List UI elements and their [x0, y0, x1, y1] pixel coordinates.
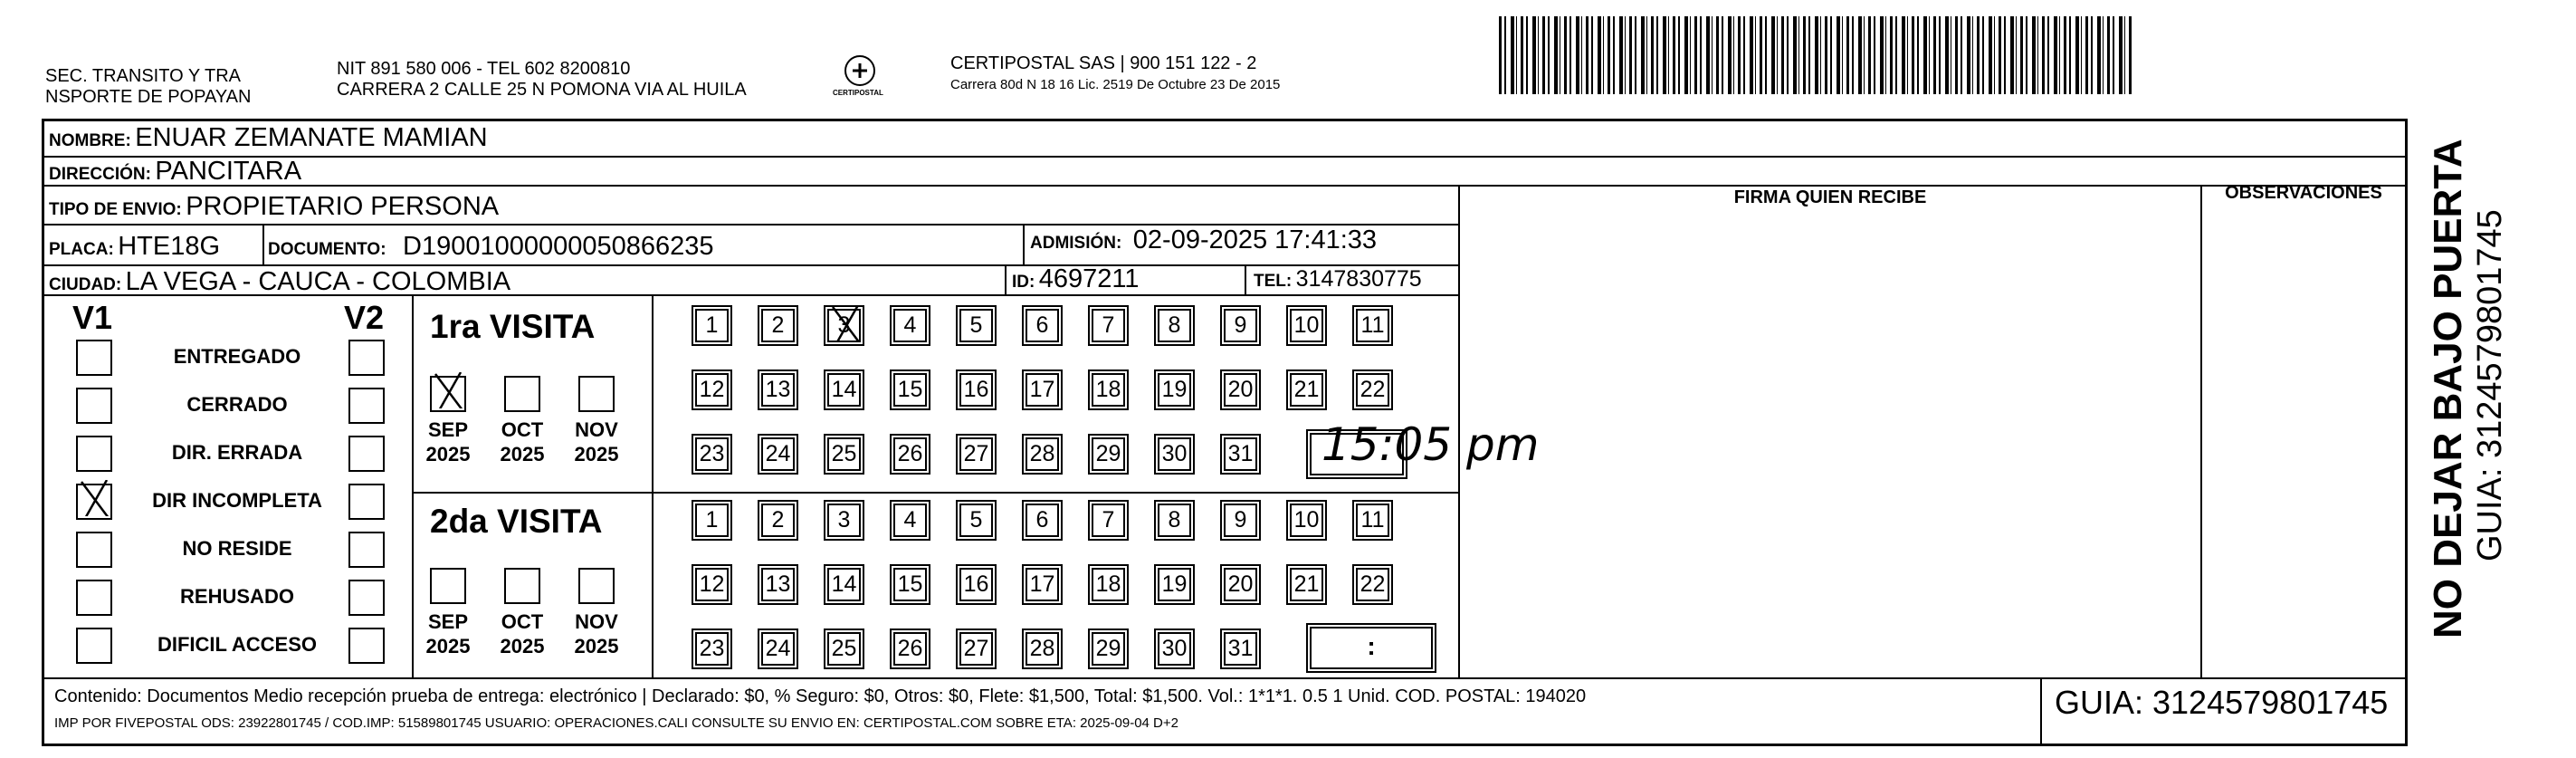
day-box[interactable]: 9: [1224, 504, 1257, 537]
day-box[interactable]: 30: [1158, 437, 1191, 471]
month-checkbox[interactable]: [504, 568, 540, 604]
tipo-envio-field: [49, 192, 499, 222]
documento-label: DOCUMENTO:: [268, 240, 386, 259]
day-box[interactable]: 6: [1026, 504, 1059, 537]
day-box[interactable]: 25: [827, 437, 861, 471]
day-box[interactable]: 21: [1290, 568, 1323, 601]
day-box[interactable]: 22: [1356, 568, 1389, 601]
certipostal-logo: CERTIPOSTAL: [833, 51, 887, 105]
day-box[interactable]: 16: [959, 373, 993, 407]
v1-checkbox[interactable]: [76, 340, 112, 376]
day-box[interactable]: 29: [1092, 632, 1125, 666]
month-label: NOV 2025: [574, 418, 619, 465]
company-info: [950, 53, 1280, 95]
day-box[interactable]: 17: [1026, 568, 1059, 601]
v1-header: V1: [72, 299, 113, 336]
day-box[interactable]: 11: [1356, 309, 1389, 342]
ciudad-field: [49, 267, 510, 297]
direccion-value: PANCITARA: [155, 157, 302, 186]
month-label: OCT 2025: [500, 418, 545, 465]
v2-header: V2: [344, 299, 385, 336]
ciudad-value: LA VEGA - CAUCA - COLOMBIA: [125, 267, 511, 296]
v2-checkbox[interactable]: [348, 484, 385, 520]
v2-checkbox[interactable]: [348, 388, 385, 424]
admision-field: [1030, 225, 1377, 255]
visit-1-time: 15:05 pm: [1321, 418, 1540, 471]
id-field: [1012, 264, 1140, 294]
tel-value: 3147830775: [1295, 266, 1422, 292]
day-box[interactable]: 11: [1356, 504, 1389, 537]
day-box[interactable]: 2: [761, 504, 795, 537]
v1-checkbox[interactable]: [76, 484, 112, 520]
day-box[interactable]: 8: [1158, 504, 1191, 537]
documento-value: D19001000000050866235: [403, 232, 714, 261]
day-box[interactable]: 31: [1224, 437, 1257, 471]
tipo-envio-label: TIPO DE ENVIO:: [49, 200, 182, 219]
day-box[interactable]: 17: [1026, 373, 1059, 407]
day-box[interactable]: 7: [1092, 504, 1125, 537]
status-option-label: DIR INCOMPLETA: [152, 489, 322, 512]
imp-text: IMP POR FIVEPOSTAL ODS: 23922801745 / COD.IMP: 51589801745 USUARIO: OPERACIONES.CALI CONSULTE SU ENVIO EN: CERTIPOSTAL.COM SOBRE ETA: 2025-09-04 D+2: [54, 715, 1178, 731]
month-label: SEP 2025: [425, 418, 471, 465]
day-box[interactable]: 7: [1092, 309, 1125, 342]
v2-checkbox[interactable]: [348, 340, 385, 376]
day-box[interactable]: 5: [959, 504, 993, 537]
day-box[interactable]: 15: [893, 568, 927, 601]
tel-label: TEL:: [1254, 272, 1293, 291]
day-box[interactable]: 19: [1158, 568, 1191, 601]
status-option-label: REHUSADO: [180, 585, 294, 608]
v1-checkbox[interactable]: [76, 580, 112, 616]
ciudad-label: CIUDAD:: [49, 275, 122, 294]
day-box[interactable]: 24: [761, 632, 795, 666]
month-label: SEP 2025: [425, 610, 471, 657]
v2-checkbox[interactable]: [348, 628, 385, 664]
visit-1-title: 1ra VISITA: [430, 308, 596, 345]
day-box[interactable]: 9: [1224, 309, 1257, 342]
day-box[interactable]: 6: [1026, 309, 1059, 342]
visit-2-time-box: :: [1310, 627, 1433, 669]
v2-checkbox[interactable]: [348, 580, 385, 616]
day-box[interactable]: 23: [695, 632, 729, 666]
v2-checkbox[interactable]: [348, 532, 385, 568]
admision-label: ADMISIÓN:: [1030, 234, 1122, 253]
sender-line-2: NSPORTE DE POPAYAN: [45, 87, 252, 107]
day-box[interactable]: 21: [1290, 373, 1323, 407]
v1-checkbox[interactable]: [76, 532, 112, 568]
day-box[interactable]: 1: [695, 504, 729, 537]
nombre-field: [49, 123, 488, 153]
day-box[interactable]: 4: [893, 309, 927, 342]
day-box[interactable]: 4: [893, 504, 927, 537]
day-box[interactable]: 16: [959, 568, 993, 601]
day-box[interactable]: 25: [827, 632, 861, 666]
day-box[interactable]: 20: [1224, 568, 1257, 601]
day-box[interactable]: 19: [1158, 373, 1191, 407]
day-box[interactable]: 27: [959, 437, 993, 471]
v1-checkbox[interactable]: [76, 388, 112, 424]
tipo-envio-value: PROPIETARIO PERSONA: [186, 192, 500, 221]
sender-name: [45, 66, 251, 108]
day-box[interactable]: 2: [761, 309, 795, 342]
day-box[interactable]: 13: [761, 568, 795, 601]
placa-value: HTE18G: [118, 232, 221, 261]
day-box[interactable]: 27: [959, 632, 993, 666]
no-dejar-text: NO DEJAR BAJO PUERTA: [2426, 139, 2470, 638]
visit-2-title: 2da VISITA: [430, 503, 603, 540]
admision-value: 02-09-2025 17:41:33: [1132, 225, 1378, 254]
nit-line: NIT 891 580 006 - TEL 602 8200810: [337, 59, 631, 79]
day-box[interactable]: 13: [761, 373, 795, 407]
month-label: NOV 2025: [574, 610, 619, 657]
month-checkbox[interactable]: [578, 568, 615, 604]
observaciones-header: OBSERVACIONES: [2225, 183, 2382, 203]
day-box[interactable]: 26: [893, 437, 927, 471]
month-label: OCT 2025: [500, 610, 545, 657]
barcode: [1499, 16, 2134, 94]
day-box[interactable]: 12: [695, 568, 729, 601]
day-box[interactable]: 8: [1158, 309, 1191, 342]
contenido-text: Contenido: Documentos Medio recepción prueba de entrega: electrónico | Declarado: $0, % Seguro: $0, Otros: $0, Flete: $1,500, Total: $1,500. Vol.: 1*1*1. 0.5 1 Unid. COD. POSTAL: 194020: [54, 686, 1587, 706]
documento-field: [268, 232, 714, 262]
day-box[interactable]: 14: [827, 373, 861, 407]
day-box[interactable]: 3: [827, 504, 861, 537]
day-box[interactable]: 26: [893, 632, 927, 666]
day-box[interactable]: 22: [1356, 373, 1389, 407]
day-box[interactable]: 24: [761, 437, 795, 471]
month-checkbox[interactable]: [430, 568, 466, 604]
v2-checkbox[interactable]: [348, 436, 385, 472]
address-line: CARRERA 2 CALLE 25 N POMONA VIA AL HUILA: [337, 80, 747, 100]
placa-field: [49, 232, 220, 262]
day-box[interactable]: 23: [695, 437, 729, 471]
day-box[interactable]: 20: [1224, 373, 1257, 407]
status-option-label: NO RESIDE: [182, 537, 292, 560]
day-box[interactable]: 28: [1026, 437, 1059, 471]
day-box[interactable]: 28: [1026, 632, 1059, 666]
status-option-label: DIR. ERRADA: [171, 441, 303, 464]
v1-checkbox[interactable]: [76, 628, 112, 664]
day-box[interactable]: 29: [1092, 437, 1125, 471]
status-option-label: DIFICIL ACCESO: [157, 633, 317, 656]
id-label: ID:: [1012, 273, 1035, 292]
v1-checkbox[interactable]: [76, 436, 112, 472]
day-box[interactable]: 14: [827, 568, 861, 601]
day-box[interactable]: 10: [1290, 309, 1323, 342]
side-guia: GUIA: 3124579801745: [2471, 209, 2509, 561]
placa-label: PLACA:: [49, 240, 114, 259]
id-value: 4697211: [1038, 264, 1140, 293]
month-checkbox[interactable]: [578, 376, 615, 412]
sender-line-1: SEC. TRANSITO Y TRA: [45, 66, 241, 86]
day-box[interactable]: 10: [1290, 504, 1323, 537]
direccion-label: DIRECCIÓN:: [49, 165, 151, 184]
company-line-1: CERTIPOSTAL SAS | 900 151 122 - 2: [950, 53, 1257, 73]
day-box[interactable]: 15: [893, 373, 927, 407]
company-line-2: Carrera 80d N 18 16 Lic. 2519 De Octubre 23 De 2015: [950, 77, 1281, 92]
nombre-value: ENUAR ZEMANATE MAMIAN: [135, 123, 488, 152]
day-box[interactable]: 30: [1158, 632, 1191, 666]
month-checkbox[interactable]: [430, 376, 466, 412]
sender-contact: [337, 59, 747, 101]
status-option-label: ENTREGADO: [173, 345, 301, 368]
status-option-label: CERRADO: [186, 393, 288, 416]
day-box[interactable]: 1: [695, 309, 729, 342]
day-box[interactable]: 12: [695, 373, 729, 407]
nombre-label: NOMBRE:: [49, 131, 131, 150]
firma-header: FIRMA QUIEN RECIBE: [1733, 187, 1927, 207]
day-box[interactable]: 18: [1092, 568, 1125, 601]
direccion-field: [49, 157, 301, 187]
day-box[interactable]: 18: [1092, 373, 1125, 407]
day-box[interactable]: 5: [959, 309, 993, 342]
day-box[interactable]: 3: [827, 309, 861, 342]
day-box[interactable]: 31: [1224, 632, 1257, 666]
month-checkbox[interactable]: [504, 376, 540, 412]
footer-guia: GUIA: 3124579801745: [2055, 684, 2389, 721]
tel-field: [1254, 266, 1422, 293]
